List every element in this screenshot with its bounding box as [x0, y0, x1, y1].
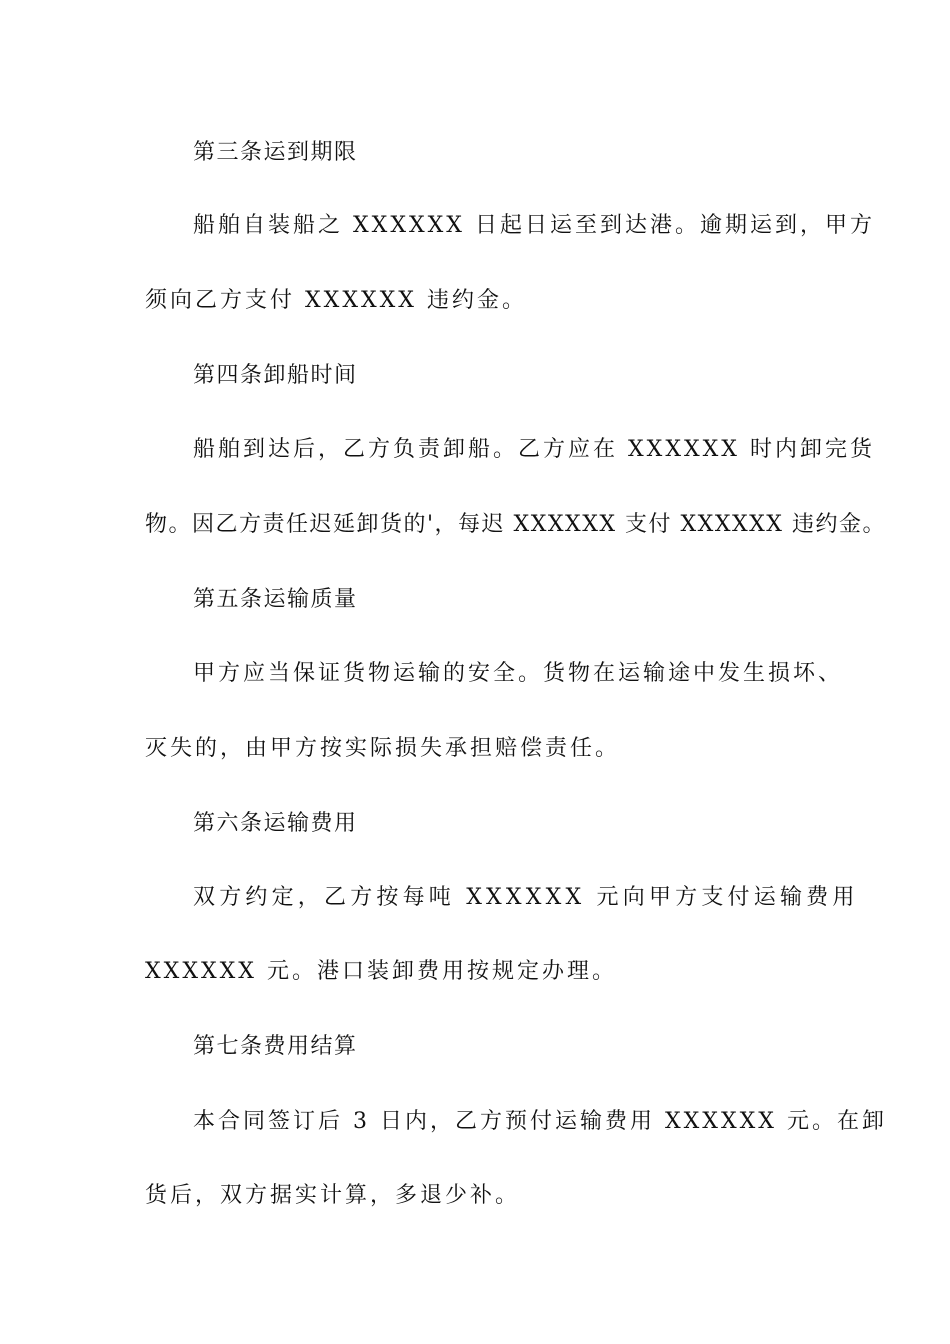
section-heading-5: 第五条运输质量: [193, 587, 358, 612]
section-heading-6: 第六条运输费用: [193, 811, 358, 836]
paragraph-line: 灭失的，由甲方按实际损失承担赔偿责任。: [145, 736, 621, 761]
section-heading-7: 第七条费用结算: [193, 1034, 358, 1059]
paragraph-line: 甲方应当保证货物运输的安全。货物在运输途中发生损坏、: [193, 661, 844, 686]
paragraph-line: XXXXXX 元。港口装卸费用按规定办理。: [145, 959, 617, 984]
paragraph-line: 物。因乙方责任迟延卸货的'，每迟 XXXXXX 支付 XXXXXX 违约金。: [145, 512, 886, 537]
section-heading-4: 第四条卸船时间: [193, 363, 358, 388]
paragraph-line: 船舶自装船之 XXXXXX 日起日运至到达港。逾期运到，甲方: [193, 213, 875, 238]
paragraph-line: 船舶到达后，乙方负责卸船。乙方应在 XXXXXX 时内卸完货: [193, 437, 875, 462]
paragraph-line: 双方约定，乙方按每吨 XXXXXX 元向甲方支付运输费用: [193, 885, 859, 910]
paragraph-line: 货后，双方据实计算，多退少补。: [145, 1183, 521, 1208]
paragraph-line: 须向乙方支付 XXXXXX 违约金。: [145, 288, 527, 313]
paragraph-line: 本合同签订后 3 日内，乙方预付运输费用 XXXXXX 元。在卸: [193, 1109, 887, 1134]
section-heading-3: 第三条运到期限: [193, 140, 358, 165]
